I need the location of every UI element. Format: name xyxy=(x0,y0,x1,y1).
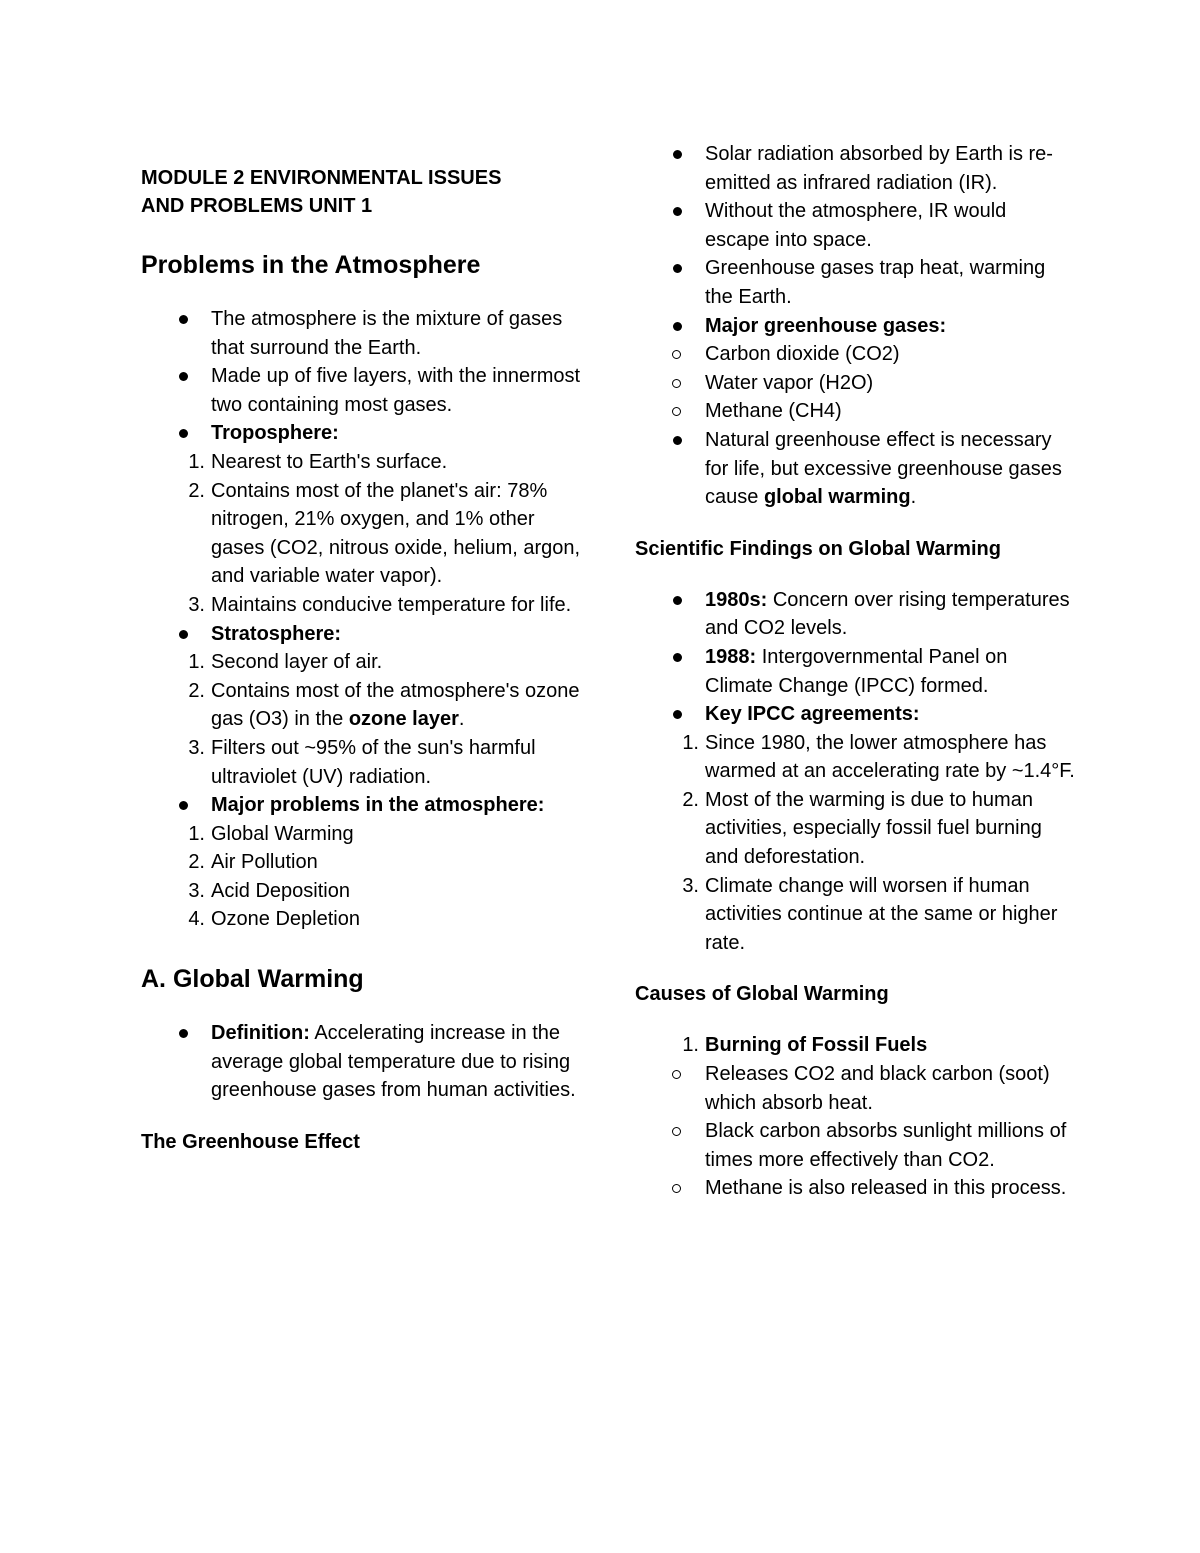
causes-list xyxy=(635,1031,1075,1203)
list-item: Black carbon absorbs sunlight millions of times more effectively than CO2. xyxy=(635,1117,1075,1174)
bullet-icon xyxy=(179,429,188,438)
list-item: Methane is also released in this process. xyxy=(635,1174,1075,1203)
stratosphere-list xyxy=(188,648,581,791)
ozone-layer-term: ozone layer xyxy=(348,708,459,731)
bullet-icon xyxy=(673,322,682,331)
circle-bullet-icon xyxy=(672,1184,681,1193)
list-item: Greenhouse gases trap heat, warming the Earth. xyxy=(635,254,1075,311)
greenhouse-bullets xyxy=(635,140,1075,512)
major-problems-list xyxy=(188,820,581,934)
list-item-stratosphere xyxy=(141,620,581,792)
bullet-icon xyxy=(179,801,188,810)
list-item: 1980s: Concern over rising temperatures and CO2 levels. xyxy=(635,586,1075,643)
list-item: Without the atmosphere, IR would escape into space. xyxy=(635,197,1075,254)
list-item-troposphere xyxy=(141,419,581,619)
list-item-definition: Definition: Accelerating increase in the average global temperature due to rising greenhouse gases from human activities. xyxy=(141,1019,581,1105)
list-item-fossil-fuels: 1. Burning of Fossil Fuels Releases CO2 and black carbon (soot) which absorb heat. Black carbon absorbs sunlight millions of times more effectively than CO2. Methane is also released in this process. xyxy=(635,1031,1075,1203)
circle-bullet-icon xyxy=(672,1070,681,1079)
list-item: 3. Climate change will worsen if human activities continue at the same or higher rate. xyxy=(682,874,1058,954)
circle-bullet-icon xyxy=(672,350,681,359)
list-item: 2. Contains most of the planet's air: 78% nitrogen, 21% oxygen, and 1% other gases (CO2, nitrous oxide, helium, argon, and variable water vapor). xyxy=(188,479,581,588)
list-item: Carbon dioxide (CO2) xyxy=(635,340,1075,369)
title-line-1: MODULE 2 ENVIRONMENTAL ISSUES xyxy=(141,167,502,189)
bullet-icon xyxy=(179,1029,188,1038)
heading-scientific-findings: Scientific Findings on Global Warming xyxy=(635,537,1001,560)
list-item: Solar radiation absorbed by Earth is re-emitted as infrared radiation (IR). xyxy=(635,140,1075,197)
bullet-icon xyxy=(673,653,682,662)
bullet-icon xyxy=(673,596,682,605)
bullet-icon xyxy=(673,264,682,273)
troposphere-list xyxy=(188,448,581,620)
bullet-icon xyxy=(673,150,682,159)
left-column xyxy=(141,164,581,1156)
stratosphere-label: Stratosphere: xyxy=(211,622,342,645)
findings-bullets xyxy=(635,586,1075,958)
greenhouse-gases-list xyxy=(705,340,1075,426)
list-item: 2. Most of the warming is due to human activities, especially fossil fuel burning and deforestation. xyxy=(682,788,1042,869)
list-item xyxy=(141,362,581,419)
definition-label: Definition: xyxy=(211,1022,310,1045)
list-item-major-problems xyxy=(141,791,581,934)
list-item: 2. Air Pollution xyxy=(188,851,318,874)
circle-bullet-icon xyxy=(672,407,681,416)
major-problems-label: Major problems in the atmosphere: xyxy=(211,794,545,817)
major-gases-label: Major greenhouse gases: xyxy=(705,314,947,337)
troposphere-label: Troposphere: xyxy=(211,422,339,445)
fossil-fuels-sublist xyxy=(705,1060,1075,1203)
bullet-text: Made up of five layers, with the innermost two containing most gases. xyxy=(211,365,581,416)
list-item: 1. Nearest to Earth's surface. xyxy=(188,450,448,473)
title-line-2: AND PROBLEMS UNIT 1 xyxy=(141,195,373,217)
right-column xyxy=(635,140,1075,1203)
list-item: 3. Maintains conducive temperature for life. xyxy=(188,593,572,616)
document-title xyxy=(141,164,581,220)
heading-problems-atmosphere: Problems in the Atmosphere xyxy=(141,251,481,279)
list-item: 1. Since 1980, the lower atmosphere has warmed at an accelerating rate by ~1.4°F. xyxy=(682,731,1075,783)
list-item: Methane (CH4) xyxy=(635,397,1075,426)
list-item: Releases CO2 and black carbon (soot) which absorb heat. xyxy=(635,1060,1075,1117)
list-item: 3. Acid Deposition xyxy=(188,879,350,902)
circle-bullet-icon xyxy=(672,379,681,388)
circle-bullet-icon xyxy=(672,1127,681,1136)
list-item: 1988: Intergovernmental Panel on Climate Change (IPCC) formed. xyxy=(635,643,1075,700)
heading-greenhouse-effect: The Greenhouse Effect xyxy=(141,1130,360,1153)
bullet-text: The atmosphere is the mixture of gases that surround the Earth. xyxy=(211,308,563,359)
heading-causes: Causes of Global Warming xyxy=(635,983,889,1006)
global-warming-bullets xyxy=(141,1019,581,1105)
bullet-icon xyxy=(179,372,188,381)
bullet-icon xyxy=(673,207,682,216)
global-warming-term: global warming xyxy=(763,486,911,509)
list-item: 3. Filters out ~95% of the sun's harmful ultraviolet (UV) radiation. xyxy=(188,736,536,788)
list-item-major-gases xyxy=(635,312,1075,426)
list-item-ipcc xyxy=(635,700,1075,957)
list-item: 4. Ozone Depletion xyxy=(188,908,360,931)
atmosphere-bullets xyxy=(141,305,581,934)
list-item: 1. Global Warming xyxy=(188,822,354,845)
bullet-icon xyxy=(179,315,188,324)
fossil-fuels-label: Burning of Fossil Fuels xyxy=(705,1034,928,1057)
bullet-icon xyxy=(673,710,682,719)
bullet-icon xyxy=(673,436,682,445)
list-item xyxy=(141,305,581,362)
list-item: 2. Contains most of the atmosphere's ozone gas (O3) in the ozone layer. xyxy=(188,679,580,731)
ipcc-label: Key IPCC agreements: xyxy=(705,703,920,726)
list-item: Water vapor (H2O) xyxy=(635,369,1075,398)
list-item: Natural greenhouse effect is necessary for life, but excessive greenhouse gases cause global warming. xyxy=(635,426,1075,512)
list-item: 1. Second layer of air. xyxy=(188,651,383,674)
ipcc-list xyxy=(682,729,1075,958)
bullet-icon xyxy=(179,630,188,639)
heading-global-warming: A. Global Warming xyxy=(141,965,364,994)
